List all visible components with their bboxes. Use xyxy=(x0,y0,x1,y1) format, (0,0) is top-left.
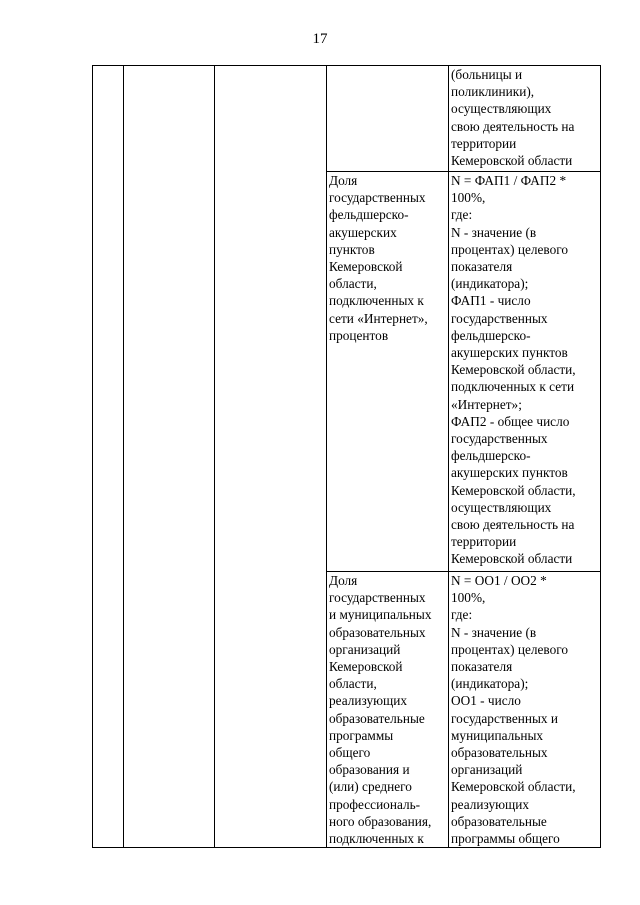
table-cell-task xyxy=(215,66,327,848)
table-cell-formula: N = ФАП1 / ФАП2 * 100%, где: N - значение (в процентах) целевого показателя (индикатора); ФАП1 - число государственных фельдшерско- акушерских пунктов Кемеровской области, подключенных к сети «Интернет»; ФАП2 - общее число государственных фельдшерско- акушерских пунктов Кемеровской области, осуществляющих свою деятельность на территории Кемеровской области xyxy=(449,172,601,572)
indicators-table xyxy=(92,65,601,848)
table-row xyxy=(93,66,601,172)
table-cell-indicator: Доля государственных фельдшерско- акушерских пунктов Кемеровской области, подключенных к сети «Интернет», процентов xyxy=(327,172,449,572)
page-number: 17 xyxy=(312,31,328,47)
table-cell-goal xyxy=(124,66,215,848)
table-cell-indicator xyxy=(327,66,449,172)
table-cell-formula: N = ОО1 / ОО2 * 100%, где: N - значение (в процентах) целевого показателя (индикатора); ОО1 - число государственных и муниципальных образовательных организаций Кемеровской области, реализующих образовательные программы общего xyxy=(449,572,601,848)
table-cell-formula: (больницы и поликлиники), осуществляющих свою деятельность на территории Кемеровской области xyxy=(449,66,601,172)
table-cell-indicator: Доля государственных и муниципальных образовательных организаций Кемеровской области, реализующих образовательные программы общего образования и (или) среднего профессиональ- ного образования, подключенных к xyxy=(327,572,449,848)
table-cell-number xyxy=(93,66,124,848)
